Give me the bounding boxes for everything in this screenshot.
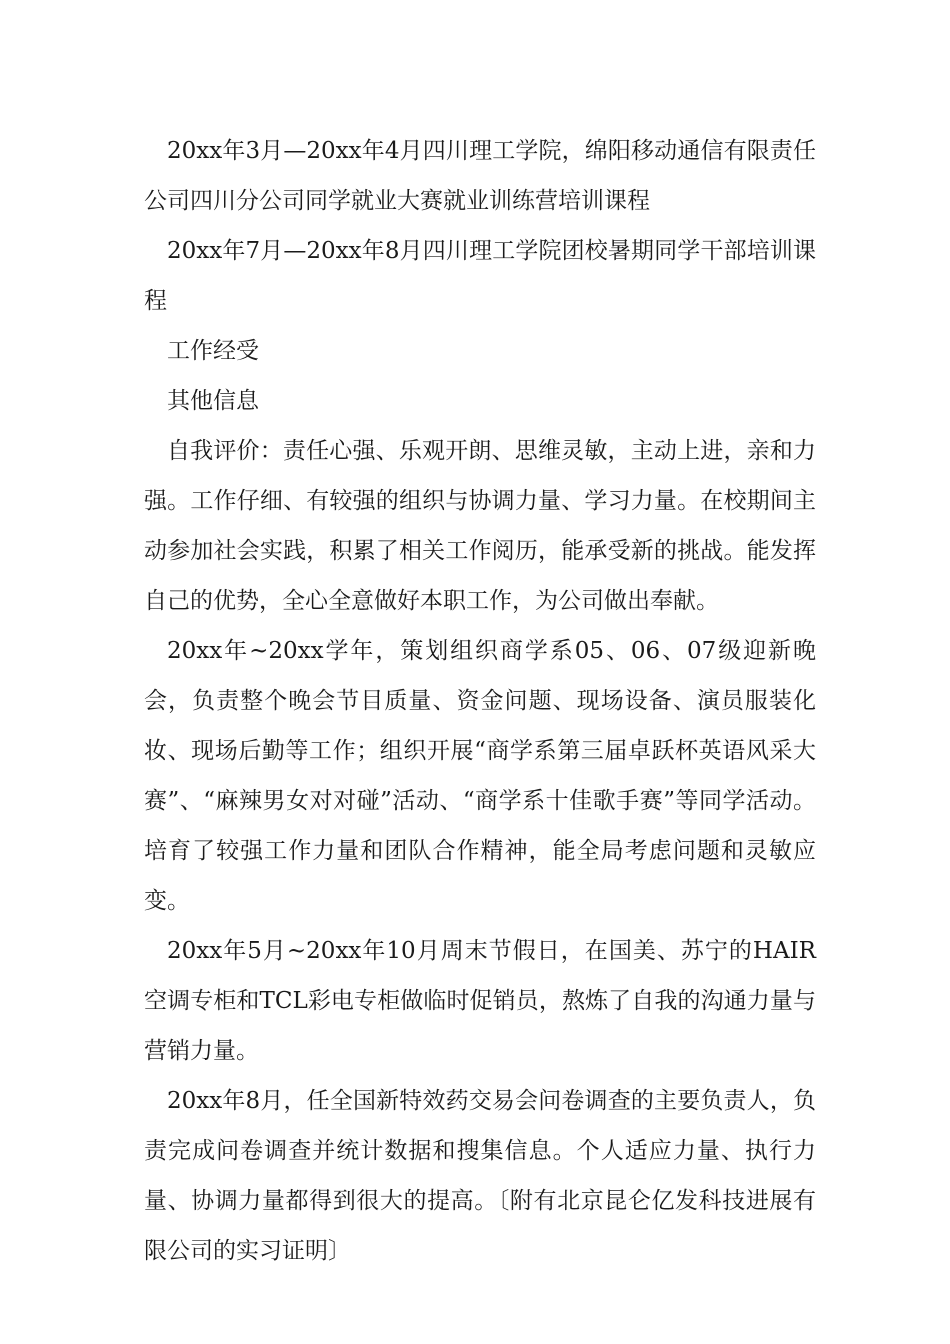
paragraph-self-evaluation: 自我评价：责任心强、乐观开朗、思维灵敏，主动上进，亲和力强。工作仔细、有较强的组织与协调力量、学习力量。在校期间主动参加社会实践，积累了相关工作阅历，能承受新的挑战。能发挥自己的优势，全心全意做好本职工作，为公司做出奉献。: [144, 438, 816, 614]
heading-work-experience: 工作经受: [167, 338, 259, 364]
paragraph-experience-3: 20xx年8月，任全国新特效药交易会问卷调查的主要负责人，负责完成问卷调查并统计数据和搜集信息。个人适应力量、执行力量、协调力量都得到很大的提高。〔附有北京昆仑亿发科技进展有限公司的实习证明〕: [144, 1088, 816, 1264]
document-body: [144, 126, 816, 1276]
paragraph-training-2: 20xx年7月—20xx年8月四川理工学院团校暑期同学干部培训课程: [144, 238, 816, 314]
paragraph-training-1: 20xx年3月—20xx年4月四川理工学院，绵阳移动通信有限责任公司四川分公司同学就业大赛就业训练营培训课程: [144, 138, 816, 214]
heading-other-info: 其他信息: [167, 388, 259, 414]
paragraph-experience-2: 20xx年5月~20xx年10月周末节假日，在国美、苏宁的HAIR空调专柜和TCL彩电专柜做临时促销员，熬炼了自我的沟通力量与营销力量。: [144, 938, 816, 1064]
paragraph-experience-1: 20xx年~20xx学年，策划组织商学系05、06、07级迎新晚会，负责整个晚会节目质量、资金问题、现场设备、演员服装化妆、现场后勤等工作；组织开展“商学系第三届卓跃杯英语风采大赛”、“麻辣男女对对碰”活动、“商学系十佳歌手赛”等同学活动。培育了较强工作力量和团队合作精神，能全局考虑问题和灵敏应变。: [144, 638, 816, 914]
